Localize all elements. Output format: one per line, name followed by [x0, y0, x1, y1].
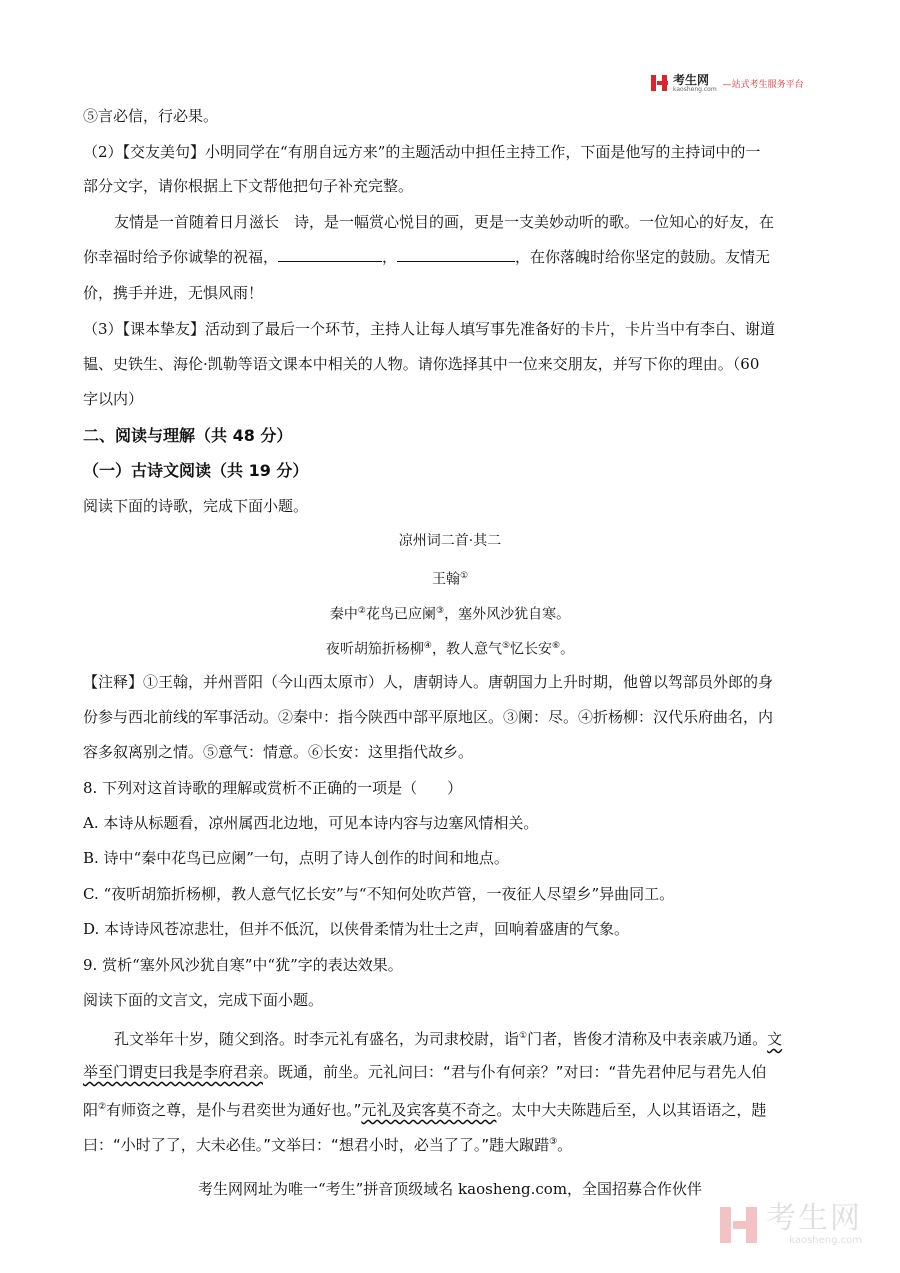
note-marker: ① [459, 571, 469, 581]
logo-slogan: —站式考生服务平台 [722, 79, 804, 90]
passage-text: 孔文举年十岁，随父到洛。时李元礼有盛名，为司隶校尉，诣 [114, 1030, 520, 1048]
poem-text: ，塞外风沙犹自寒。 [444, 606, 571, 623]
passage-text: 。太中大夫陈韪后至，人以其语语之，韪 [496, 1101, 767, 1119]
item-5-text: ⑤言必信，行必果。 [83, 107, 219, 125]
fill-passage-line2 [83, 247, 770, 267]
fill-passage-line3: 价，携手并进，无惧风雨！ [83, 284, 264, 302]
option-c[interactable]: C. “夜听胡笳折杨柳，教人意气忆长安”与“不知何处吹芦管，一夜征人尽望乡”异曲同工。 [83, 885, 675, 903]
poem-text: 忆长安 [510, 641, 553, 658]
passage-text: 。 [557, 1136, 573, 1154]
notes-line3: 容多叙离别之情。⑤意气：情意。⑥长安：这里指代故乡。 [83, 743, 474, 761]
logo-domain: kaosheng.com [673, 85, 717, 93]
logo-name: 考生网 [673, 72, 710, 87]
q1-part3-line1: （3）【课本挚友】活动到了最后一个环节，主持人让每人填写事先准备好的卡片，卡片当中有李白、谢道 [83, 320, 776, 338]
poem-text: ，教人意气 [431, 641, 502, 658]
fill-passage-line1: 友情是一首随着日月滋长 诗，是一幅赏心悦目的画，更是一支美妙动听的歌。一位知心的好友，在 [114, 213, 775, 231]
classical-line1 [114, 1026, 782, 1049]
poem-line-2 [0, 636, 900, 660]
kaosheng-watermark-icon [720, 1205, 760, 1245]
passage-text: 有师资之尊，是仆与君奕世为通好也。” [106, 1101, 362, 1119]
fill-text-a: 你幸福时给予你诚挚的祝福， [83, 248, 279, 266]
underlined-sentence: 元礼及宾客莫不奇之 [361, 1101, 497, 1119]
underlined-sentence: 文 [767, 1030, 783, 1048]
fill-text-b: ，在你落魄时给你坚定的鼓励。友情无 [515, 248, 771, 266]
note-marker: ③ [436, 606, 445, 616]
page-footer: 考生网网址为唯一“考生”拼音顶级域名 kaosheng.com，全国招募合作伙伴 [197, 1180, 703, 1198]
q1-part3-line2: 韫、史铁生、海伦·凯勒等语文课本中相关的人物。请你选择其中一位来交朋友，并写下你的理由。（60 [83, 355, 760, 373]
poem-text: 夜听胡笳折杨柳 [325, 641, 424, 658]
watermark-logo [720, 1201, 862, 1246]
passage-text: 曰：“小时了了，大未必佳。”文举曰：“想君小时，必当了了。”韪大踧踖 [83, 1136, 550, 1154]
answer-blank-1[interactable] [278, 247, 382, 262]
q1-part2-line1: （2）【交友美句】小明同学在“有朋自远方来”的主题活动中担任主持工作，下面是他写的主持词中的一 [83, 143, 761, 161]
watermark-name: 考生网 [766, 1201, 862, 1236]
fill-separator: ， [382, 248, 398, 266]
poem-author [0, 566, 900, 590]
section-2-title: 二、阅读与理解（共 48 分） [83, 426, 293, 445]
watermark-domain: kaosheng.com [789, 1235, 862, 1246]
underlined-sentence: 举至门谓吏曰我是李府君亲 [83, 1063, 264, 1081]
note-marker: ② [357, 606, 366, 616]
classical-line3 [83, 1097, 766, 1120]
passage-text: 阳 [83, 1101, 99, 1119]
notes-line2: 份参与西北前线的军事活动。②秦中：指今陕西中部平原地区。③阑：尽。④折杨柳：汉代乐府曲名，内 [83, 708, 774, 726]
passage-text: 门者，皆俊才清称及中表亲戚乃通。 [527, 1030, 768, 1048]
author-name: 王翰 [431, 571, 460, 588]
poem-line-1 [0, 601, 900, 625]
note-marker: ⑥ [552, 641, 561, 651]
poem-instruction: 阅读下面的诗歌，完成下面小题。 [83, 497, 309, 515]
note-marker: ③ [549, 1137, 558, 1147]
note-marker: ⑤ [501, 641, 511, 651]
note-marker: ② [98, 1102, 107, 1112]
poem-text: 秦中 [329, 606, 358, 623]
passage-text: 。既通，前坐。元礼问曰：“君与仆有何亲？”对曰：“昔先君仲尼与君先人伯 [263, 1063, 767, 1081]
header-logo [651, 72, 804, 94]
subsection-1-title: （一）古诗文阅读（共 19 分） [83, 461, 309, 480]
kaosheng-logo-icon [651, 74, 669, 92]
q1-part2-line2: 部分文字，请你根据上下文帮他把句子补充完整。 [83, 177, 414, 195]
poem-text: 。 [560, 641, 575, 658]
classical-instruction: 阅读下面的文言文，完成下面小题。 [83, 991, 324, 1009]
classical-line2 [83, 1062, 766, 1082]
option-a[interactable]: A. 本诗从标题看，凉州属西北边地，可见本诗内容与边塞风情相关。 [83, 814, 539, 832]
option-d[interactable]: D. 本诗诗风苍凉悲壮，但并不低沉，以侠骨柔情为壮士之声，回响着盛唐的气象。 [83, 920, 630, 938]
poem-text: 花鸟已应阑 [366, 606, 436, 623]
option-b[interactable]: B. 诗中“秦中花鸟已应阑”一句，点明了诗人创作的时间和地点。 [83, 849, 509, 867]
note-marker: ④ [423, 641, 432, 651]
notes-line1: 【注释】①王翰，并州晋阳（今山西太原市）人，唐朝诗人。唐朝国力上升时期，他曾以驾部员外郎的身 [83, 673, 774, 691]
question-8-stem: 8. 下列对这首诗歌的理解或赏析不正确的一项是（ ） [83, 779, 463, 797]
classical-line4 [83, 1132, 572, 1155]
poem-title: 凉州词二首·其二 [398, 533, 502, 549]
note-marker: ① [519, 1031, 528, 1041]
q1-part3-line3: 字以内） [83, 390, 144, 408]
answer-blank-2[interactable] [397, 247, 515, 262]
question-9-stem: 9. 赏析“塞外风沙犹自寒”中“犹”字的表达效果。 [83, 956, 403, 974]
